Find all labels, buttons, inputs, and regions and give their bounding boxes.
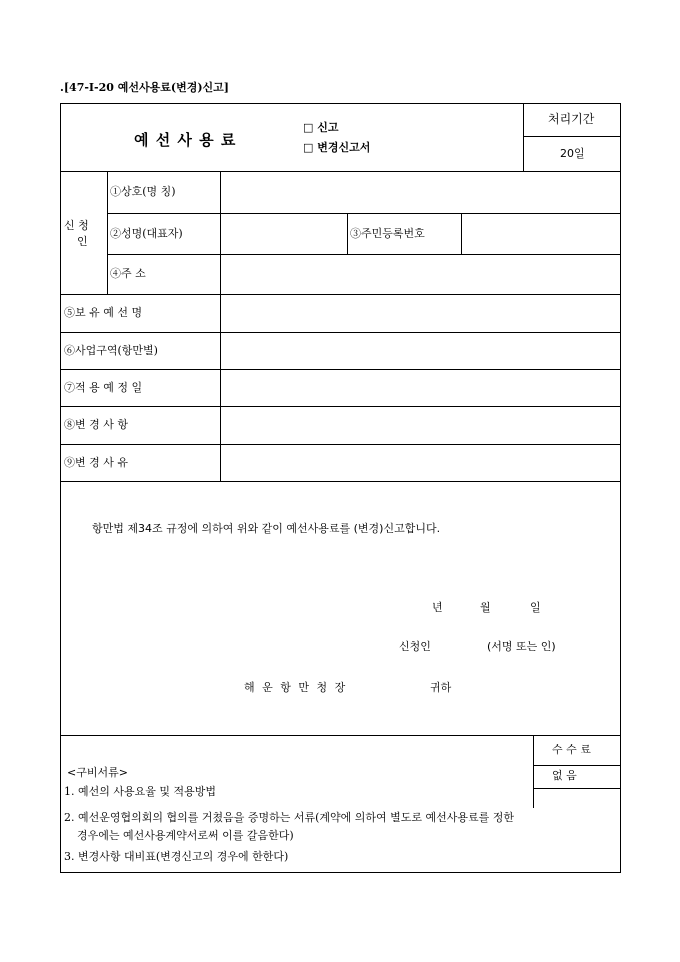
required-document-2: 2. 예선운영협의회의 협의를 거쳤음을 증명하는 서류(계약에 의하여 별도로 예선사용료를 정한 bbox=[64, 811, 515, 824]
declaration-statement: 항만법 제34조 규정에 의하여 위와 같이 예선사용료를 (변경)신고합니다. bbox=[92, 522, 441, 535]
processing-period-value: 20일 bbox=[560, 147, 585, 160]
address-field[interactable] bbox=[221, 255, 620, 294]
form-code: .[47-I-20 예선사용료(변경)신고] bbox=[60, 81, 230, 94]
form-title: 예 선 사 용 료 bbox=[134, 131, 237, 149]
applicant-sign-label: 신청인 bbox=[399, 640, 431, 653]
business-name-field[interactable] bbox=[221, 172, 620, 213]
date-day-label: 일 bbox=[530, 601, 541, 614]
business-area-label: ⑥사업구역(항만별) bbox=[64, 344, 158, 357]
resident-number-label: ③주민등록번호 bbox=[350, 227, 425, 240]
processing-period-label: 처리기간 bbox=[548, 112, 595, 126]
change-details-label: ⑧변 경 사 항 bbox=[64, 418, 128, 431]
applicant-group-label-2: 인 bbox=[77, 235, 88, 248]
effective-date-field[interactable] bbox=[221, 370, 620, 406]
addressee-label: 귀하 bbox=[430, 681, 452, 694]
required-document-1: 1. 예선의 사용요율 및 적용방법 bbox=[64, 785, 216, 798]
change-report-checkbox-label[interactable]: □ 변경신고서 bbox=[303, 141, 371, 154]
applicant-group-label: 신 청 bbox=[64, 219, 89, 232]
fee-label: 수 수 료 bbox=[552, 743, 591, 756]
recipient-title: 해 운 항 만 청 장 bbox=[244, 681, 348, 694]
business-name-label: ①상호(명 칭) bbox=[110, 185, 176, 198]
owned-tugboats-field[interactable] bbox=[221, 295, 620, 332]
address-label: ④주 소 bbox=[110, 267, 146, 280]
representative-name-label: ②성명(대표자) bbox=[110, 227, 183, 240]
change-details-field[interactable] bbox=[221, 407, 620, 444]
required-document-3: 3. 변경사항 대비표(변경신고의 경우에 한한다) bbox=[64, 850, 289, 863]
signature-hint: (서명 또는 인) bbox=[487, 640, 556, 653]
report-checkbox-label[interactable]: □ 신고 bbox=[303, 121, 339, 134]
resident-number-field[interactable] bbox=[462, 214, 620, 254]
required-documents-heading: <구비서류> bbox=[67, 766, 128, 779]
change-reason-label: ⑨변 경 사 유 bbox=[64, 456, 128, 469]
fee-value: 없 음 bbox=[552, 769, 577, 782]
change-reason-field[interactable] bbox=[221, 445, 620, 481]
date-year-label: 년 bbox=[432, 601, 443, 614]
date-month-label: 월 bbox=[480, 601, 491, 614]
required-document-2-continued: 경우에는 예선사용계약서로써 이를 갈음한다) bbox=[77, 829, 294, 842]
representative-name-field[interactable] bbox=[221, 214, 347, 254]
effective-date-label: ⑦적 용 예 정 일 bbox=[64, 381, 143, 394]
business-area-field[interactable] bbox=[221, 333, 620, 369]
owned-tugboats-label: ⑤보 유 예 선 명 bbox=[64, 306, 143, 319]
